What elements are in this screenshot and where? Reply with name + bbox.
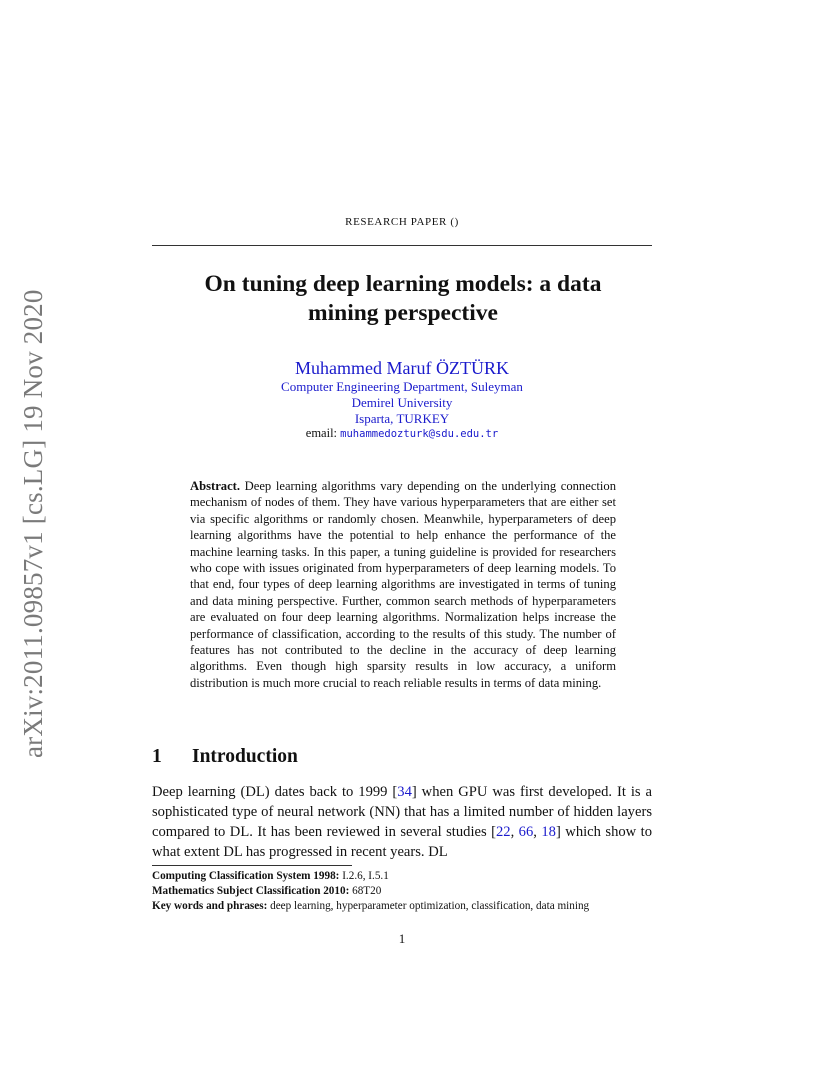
page-number: 1 (398, 931, 406, 946)
intro-text: ] which show to what extent DL has progressed in recent years. DL (152, 824, 653, 860)
footnote-ccs (152, 869, 652, 884)
citation-separator: , (533, 824, 542, 840)
title-line-1: On tuning deep learning models: a data (204, 271, 602, 297)
footnote-keywords (152, 899, 652, 914)
msc-label: Mathematics Subject Classification 2010: (152, 885, 350, 897)
msc-value: 68T20 (349, 885, 382, 897)
section-heading (152, 746, 298, 768)
footnote-rule (152, 865, 352, 866)
running-head: RESEARCH PAPER () (345, 216, 459, 228)
citation-link[interactable]: 18 (541, 824, 556, 840)
intro-text: Deep learning (DL) dates back to 1999 [ (152, 784, 398, 800)
abstract-text: Deep learning algorithms vary depending on the underlying connection mechanism of nodes of them. They have various hyperparameters that are either set via specific algorithms or randomly chosen. Meanwhile, hyperparameters of deep learning algorithms have the potential to help enhance the performance of the machine learning tasks. In this paper, a tuning guideline is provided for researchers who cope with issues originated from hyperparameters of deep learning models. To that end, four types of deep learning algorithms are investigated in terms of tuning and data mining perspective. Further, common search methods of hyperparameters are evaluated on four deep learning algorithms. Normalization helps increase the performance of classification, according to the results of this study. The number of features has not contributed to the decline in the accuracy of deep learning algorithms. Even though high sparsity results in low accuracy, a uniform distribution is much more crucial to reach reliable results in terms of data mining. (190, 479, 616, 690)
intro-paragraph (152, 782, 652, 862)
affiliation-line: Isparta, TURKEY (354, 411, 450, 426)
email-label: email: (305, 426, 338, 440)
abstract (190, 478, 616, 691)
keywords-label: Key words and phrases: (152, 900, 268, 912)
affiliation-line: Demirel University (351, 395, 453, 410)
affiliation (152, 379, 652, 427)
email-link[interactable]: muhammedozturk@sdu.edu.tr (340, 428, 499, 440)
footnote-msc (152, 884, 652, 899)
citation-link[interactable]: 66 (518, 824, 534, 840)
citation-separator: , (510, 824, 519, 840)
header-rule (152, 245, 652, 246)
ccs-value: I.2.6, I.5.1 (339, 870, 389, 882)
email-line (152, 426, 652, 441)
arxiv-identifier: arXiv:2011.09857v1 [cs.LG] 19 Nov 2020 (18, 289, 48, 758)
affiliation-line: Computer Engineering Department, Suleyman (281, 379, 523, 394)
keywords-value: deep learning, hyperparameter optimization, classification, data mining (267, 900, 590, 912)
citation-link[interactable]: 22 (495, 824, 511, 840)
intro-text: ] when GPU was first developed. It is a sophisticated type of neural network (NN) that has a limited number of hidden layers compared to DL. It has been reviewed in several studies [ (152, 784, 652, 840)
footnotes (152, 869, 652, 914)
citation-link[interactable]: 34 (397, 784, 412, 800)
ccs-label: Computing Classification System 1998: (152, 870, 340, 882)
title-line-2: mining perspective (308, 300, 498, 326)
paper-title (160, 270, 646, 328)
author-name[interactable]: Muhammed Maruf ÖZTÜRK (295, 358, 509, 378)
section-number: 1 (152, 746, 162, 767)
abstract-label: Abstract. (190, 479, 241, 493)
section-title: Introduction (192, 746, 298, 767)
